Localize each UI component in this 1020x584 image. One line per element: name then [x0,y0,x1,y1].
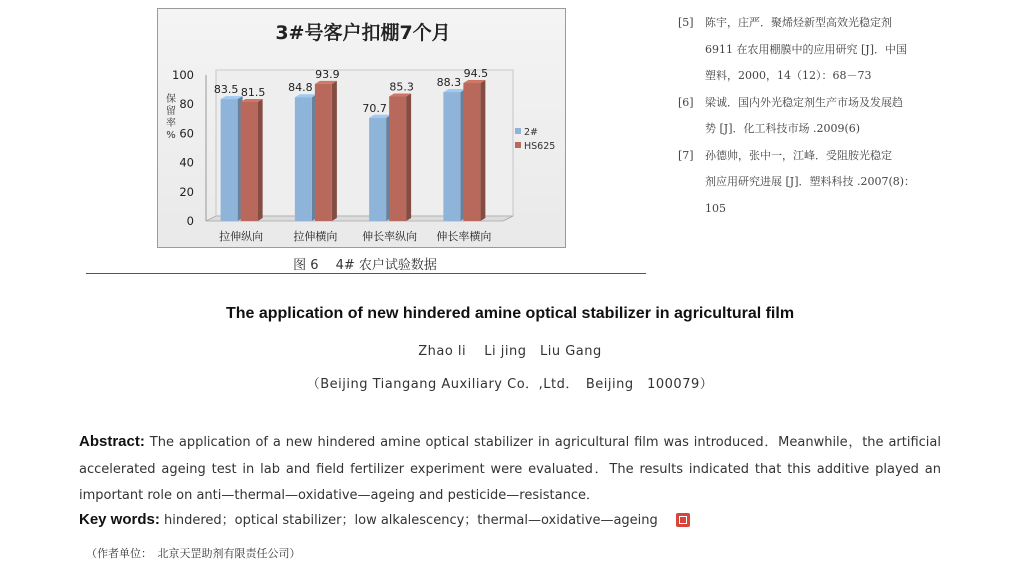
abstract-text: The application of a new hindered amine optical stabilizer in agricultural film was introduced．Meanwhile，the artificial accelerated ageing test in lab and field fertilizer experiment were evaluated．The results indicated that this additive played an important role on anti—thermal—oxidative—ageing and pesticide—resistance． [79,435,941,503]
data-label: 88.3 [436,76,462,90]
x-tick-label: 拉伸横向 [293,230,338,243]
keywords-label: Key words: [79,511,160,528]
bar [389,96,406,221]
reference-line: 塑料，2000，14（12）：68－73 [705,69,872,82]
data-label: 70.7 [362,101,387,115]
x-tick-label: 伸长率横向 [436,230,492,243]
figure-caption: 图 6 4# 农户试验数据 [293,258,437,273]
stamp-icon [676,513,690,527]
reference-line: 孙德帅，张中一，江峰．受阻胺光稳定 [705,148,892,162]
divider-line [86,273,646,274]
data-label: 94.5 [463,67,489,81]
author-unit: （作者单位： 北京天罡助剂有限责任公司） [86,547,301,560]
reference-number: [5] [678,16,694,29]
chart-canvas [158,9,565,247]
abstract [79,429,941,510]
reference-line: 剂应用研究进展 [J]．塑料科技 .2007(8)： [705,175,916,188]
reference-number: [6] [678,95,694,109]
reference-line: 陈宇，庄严．聚烯烃新型高效光稳定剂 [705,16,892,29]
bar [241,102,258,221]
reference-line: 势 [J]．化工科技市场 .2009(6) [705,122,861,135]
bar [369,118,386,221]
legend-swatch [515,142,521,148]
bar [295,97,312,221]
reference-list [678,10,948,222]
y-axis-label-char: 率 [166,118,176,129]
reference-line: 105 [705,201,726,215]
reference-line: 梁诚．国内外光稳定剂生产市场及发展趋 [705,95,903,109]
y-tick-label: 80 [179,97,194,112]
reference-item [678,143,948,223]
y-tick-label: 60 [179,126,194,141]
legend-swatch [515,128,521,134]
y-axis-label-char: % [166,130,176,141]
reference-item [678,10,948,90]
x-tick-label: 拉伸纵向 [219,230,264,243]
data-label: 84.8 [288,81,313,95]
bar-side [332,81,337,221]
y-axis-label-char: 保 [166,94,176,105]
reference-number: [7] [678,148,694,162]
bar-side [480,80,485,221]
data-label: 85.3 [389,80,414,94]
abstract-label: Abstract: [79,433,145,450]
y-axis-label-char: 留 [166,106,176,117]
legend-label: 2# [524,127,539,138]
bar [315,84,332,221]
y-tick-label: 40 [179,155,194,170]
data-label: 83.5 [213,83,239,97]
chart-title: 3#号客户扣棚7个月 [275,22,451,44]
legend-label: HS625 [524,141,556,152]
bar-side [258,99,263,221]
y-tick-label: 20 [179,184,194,199]
data-label: 81.5 [240,86,266,100]
keywords-text: hindered；optical stabilizer；low alkalescency；thermal—oxidative—ageing [159,513,658,528]
keywords [79,509,949,528]
bar-chart [157,8,566,248]
paper-authors: Zhao li Li jing Liu Gang [418,344,602,359]
reference-line: 6911 在农用棚膜中的应用研究 [J]．中国 [705,42,907,56]
paper-title: The application of new hindered amine optical stabilizer in agricultural film [225,305,795,322]
x-tick-label: 伸长率纵向 [362,230,418,243]
y-tick-label: 100 [172,68,194,82]
bar [463,83,480,221]
data-label: 93.9 [315,67,340,81]
paper-affiliation: （Beijing Tiangang Auxiliary Co．,Ltd． Beijing 100079） [306,377,714,392]
y-tick-label: 0 [186,214,194,228]
bar-side [406,93,411,221]
bar [221,99,238,221]
reference-item [678,90,948,143]
bar [443,92,460,221]
